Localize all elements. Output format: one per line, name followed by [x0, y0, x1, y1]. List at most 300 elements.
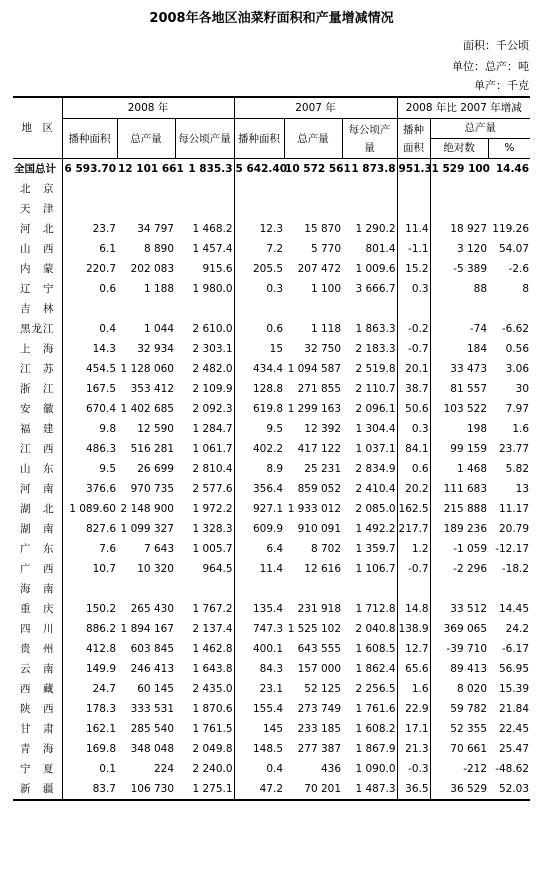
yield-2008-cell: 1 980.0 [192, 283, 233, 295]
output-2007-cell: 231 918 [297, 603, 342, 615]
table-row [13, 379, 530, 399]
output-2008-cell [117, 579, 175, 599]
output-2008-cell: 26 699 [137, 463, 174, 475]
area-change-cell: -0.2 [397, 319, 430, 339]
output-change-pct-cell: 7.97 [505, 403, 530, 415]
region-cell: 北 京 [20, 183, 55, 195]
output-2008-cell: 10 320 [137, 563, 174, 575]
area-2007-header: 播种面积 [234, 119, 284, 159]
table-row [13, 599, 530, 619]
table-row [13, 719, 530, 739]
region-header: 地 区 [13, 97, 62, 159]
region-cell: 重 庆 [20, 603, 55, 615]
area-2008-cell: 150.2 [62, 599, 117, 619]
yield-2008-cell: 1 457.4 [192, 243, 233, 255]
yield-2007-cell: 2 519.8 [355, 363, 396, 375]
output-2008-cell [117, 179, 175, 199]
output-change-pct-cell: 52.03 [488, 779, 530, 800]
yield-2008-cell: 2 482.0 [192, 363, 233, 375]
output-2008-cell: 224 [153, 763, 174, 775]
output-change-abs-cell: 8 020 [430, 679, 488, 699]
output-2008-cell: 12 101 661 [118, 163, 184, 175]
yield-2007-cell: 801.4 [365, 243, 396, 255]
output-change-pct-cell: -18.2 [501, 563, 530, 575]
yield-2007-cell: 2 256.5 [355, 683, 396, 695]
yield-2007-cell: 2 040.8 [355, 623, 396, 635]
region-cell: 江 西 [20, 443, 55, 455]
table-row [13, 519, 530, 539]
yield-2007-cell: 1 492.2 [355, 523, 396, 535]
table-row [13, 499, 530, 519]
output-2007-cell [284, 199, 342, 219]
yield-2007-cell: 1 608.2 [355, 723, 396, 735]
area-2007-cell: 402.2 [234, 439, 284, 459]
table-row [13, 219, 530, 239]
yield-2008-cell: 2 109.9 [192, 383, 233, 395]
table-row [13, 399, 530, 419]
table-row [13, 459, 530, 479]
output-change-abs-cell: -5 389 [430, 259, 488, 279]
area-2007-cell: 128.8 [234, 379, 284, 399]
yield-2008-cell: 964.5 [202, 563, 233, 575]
output-2007-cell: 910 091 [297, 523, 342, 535]
region-cell: 山 西 [20, 243, 55, 255]
area-2007-cell: 155.4 [234, 699, 284, 719]
area-change-header: 播种面积 [397, 119, 430, 159]
area-2008-cell: 0.4 [62, 319, 117, 339]
area-2008-header: 播种面积 [62, 119, 117, 159]
yield-2008-cell: 1 972.2 [192, 503, 233, 515]
yield-2008-cell: 2 092.3 [192, 403, 233, 415]
output-2007-cell: 5 770 [310, 243, 342, 255]
output-change-pct-cell: 13 [515, 483, 530, 495]
output-change-abs-cell: 369 065 [430, 619, 488, 639]
yield-2007-cell: 1 290.2 [355, 223, 396, 235]
yield-2007-cell: 1 106.7 [355, 563, 396, 575]
table-row [13, 279, 530, 299]
output-change-pct-cell: 30 [515, 383, 530, 395]
region-cell: 青 海 [20, 743, 55, 755]
area-2008-cell: 178.3 [62, 699, 117, 719]
area-change-cell: 0.3 [397, 279, 430, 299]
area-2008-cell: 1 089.60 [62, 499, 117, 519]
yield-2008-cell: 1 835.3 [188, 163, 233, 175]
output-change-header [430, 119, 530, 159]
region-cell: 河 北 [20, 223, 55, 235]
table-row [13, 579, 530, 599]
yield-2008-cell [175, 299, 234, 319]
area-change-cell: 84.1 [397, 439, 430, 459]
output-change-abs-cell: 81 557 [430, 379, 488, 399]
yield-2007-cell [342, 179, 397, 199]
area-2008-cell: 162.1 [62, 719, 117, 739]
area-2007-cell: 619.8 [234, 399, 284, 419]
output-change-pct-cell [488, 179, 530, 199]
table-row [13, 759, 530, 779]
output-2008-cell: 106 730 [117, 779, 175, 800]
output-change-title: 总产量 [431, 119, 531, 139]
area-2007-cell: 205.5 [234, 259, 284, 279]
output-change-pct-cell: 5.82 [505, 463, 530, 475]
output-2007-cell: 207 472 [297, 263, 342, 275]
area-2008-cell: 83.7 [62, 779, 117, 800]
yield-2007-cell: 2 085.0 [355, 503, 396, 515]
output-change-abs-cell: 215 888 [430, 499, 488, 519]
table-row [13, 259, 530, 279]
area-change-cell: 11.4 [397, 219, 430, 239]
table-row [13, 679, 530, 699]
output-change-pct-cell: 15.39 [498, 683, 530, 695]
area-2008-cell [62, 179, 117, 199]
yield-2008-cell [175, 579, 234, 599]
region-cell: 海 南 [20, 583, 55, 595]
output-change-pct-cell [488, 299, 530, 319]
yield-2008-cell: 1 328.3 [192, 523, 233, 535]
output-2008-cell: 2 148 900 [120, 503, 174, 515]
output-2008-cell: 12 590 [137, 423, 174, 435]
total-row [13, 159, 530, 180]
area-2008-cell: 9.8 [62, 419, 117, 439]
table-row [13, 639, 530, 659]
area-2007-cell: 9.5 [234, 419, 284, 439]
output-change-pct-cell: -2.6 [508, 263, 530, 275]
table-row [13, 739, 530, 759]
output-unit-note: 单位：总产：吨 [452, 60, 529, 73]
table-row [13, 339, 530, 359]
output-2007-cell: 643 555 [297, 643, 342, 655]
output-2007-cell: 1 100 [310, 283, 342, 295]
region-cell: 吉 林 [20, 303, 55, 315]
yield-2007-header: 每公顷产量 [342, 119, 397, 159]
region-cell: 内 蒙 [20, 263, 55, 275]
yield-2008-cell: 1 462.8 [192, 643, 233, 655]
area-2007-cell [234, 199, 284, 219]
table-row [13, 359, 530, 379]
output-2007-cell: 15 870 [304, 223, 342, 235]
yield-2008-cell: 2 810.4 [192, 463, 233, 475]
area-change-cell: 20.2 [397, 479, 430, 499]
output-2007-cell: 8 702 [310, 543, 342, 555]
output-change-pct-cell: -48.62 [495, 763, 530, 775]
area-2007-cell: 6.4 [234, 539, 284, 559]
yield-2007-cell: 1 009.6 [355, 263, 396, 275]
region-cell: 河 南 [20, 483, 55, 495]
output-2007-cell: 1 933 012 [287, 503, 342, 515]
area-2007-cell: 11.4 [234, 559, 284, 579]
area-2008-cell: 376.6 [62, 479, 117, 499]
region-cell: 黑龙江 [20, 323, 55, 335]
yield-2007-cell [342, 299, 397, 319]
region-cell: 广 西 [20, 563, 55, 575]
area-2008-cell: 454.5 [62, 359, 117, 379]
area-2008-cell: 6.1 [62, 239, 117, 259]
region-cell: 山 东 [20, 463, 55, 475]
area-change-cell: 20.1 [397, 359, 430, 379]
area-2007-cell: 145 [234, 719, 284, 739]
area-change-cell: -0.3 [397, 759, 430, 779]
area-change-cell [397, 579, 430, 599]
output-change-pct-cell [488, 579, 530, 599]
area-change-cell: 17.1 [397, 719, 430, 739]
yield-2007-cell: 1 873.8 [351, 163, 396, 175]
yield-2007-cell: 1 862.4 [355, 663, 396, 675]
table-row [13, 319, 530, 339]
output-2007-cell: 1 299 163 [287, 403, 342, 415]
output-2008-cell: 32 934 [137, 343, 174, 355]
area-2008-cell: 670.4 [62, 399, 117, 419]
area-2008-cell: 0.6 [62, 279, 117, 299]
output-change-pct-cell: 56.95 [498, 663, 530, 675]
yield-2007-cell [342, 199, 397, 219]
output-2007-cell: 1 525 102 [287, 623, 342, 635]
output-2008-cell: 8 890 [143, 243, 174, 255]
output-2008-cell: 1 402 685 [120, 403, 174, 415]
output-2008-cell: 1 044 [143, 323, 174, 335]
area-2007-cell: 47.2 [234, 779, 284, 800]
output-change-abs-cell: 52 355 [430, 719, 488, 739]
region-cell: 西 藏 [20, 683, 55, 695]
output-2007-cell: 417 122 [297, 443, 342, 455]
output-2007-cell [284, 299, 342, 319]
yield-2007-cell: 1 304.4 [355, 423, 396, 435]
area-change-cell: 50.6 [397, 399, 430, 419]
output-change-pct-cell: -6.17 [501, 643, 530, 655]
output-2007-cell: 32 750 [304, 343, 342, 355]
output-2007-cell: 12 616 [304, 563, 342, 575]
output-change-abs-cell: 18 927 [430, 219, 488, 239]
region-cell: 湖 南 [20, 523, 55, 535]
yield-2007-cell: 1 867.9 [355, 743, 396, 755]
yield-2008-cell: 1 761.5 [192, 723, 233, 735]
region-cell: 安 徽 [20, 403, 55, 415]
table-row [13, 559, 530, 579]
year-2008-header: 2008 年 [62, 97, 234, 119]
region-cell: 贵 州 [20, 643, 55, 655]
yield-2007-cell: 2 110.7 [355, 383, 396, 395]
output-change-pct-cell [488, 199, 530, 219]
output-change-abs-cell: 198 [430, 419, 488, 439]
area-change-cell: 38.7 [397, 379, 430, 399]
output-2008-cell: 285 540 [130, 723, 174, 735]
output-2007-cell: 1 094 587 [287, 363, 342, 375]
output-2008-cell: 265 430 [130, 603, 174, 615]
area-2008-cell [62, 299, 117, 319]
yield-2007-cell: 1 090.0 [355, 763, 396, 775]
output-2008-cell: 970 735 [130, 483, 174, 495]
yield-2008-cell: 1 643.8 [192, 663, 233, 675]
output-change-pct-cell: 21.84 [498, 703, 530, 715]
yield-2007-cell: 2 410.4 [355, 483, 396, 495]
output-change-pct-cell: -12.17 [495, 543, 530, 555]
yield-2007-cell: 1 487.3 [342, 779, 397, 800]
output-2008-header: 总产量 [117, 119, 175, 159]
yield-2008-cell: 1 870.6 [192, 703, 233, 715]
area-change-cell: 217.7 [397, 519, 430, 539]
output-change-abs-cell: -39 710 [430, 639, 488, 659]
output-change-pct-cell: 1.6 [512, 423, 530, 435]
area-2007-cell: 747.3 [234, 619, 284, 639]
yield-2008-cell [175, 179, 234, 199]
area-2007-cell [234, 179, 284, 199]
area-change-cell: 1.6 [397, 679, 430, 699]
output-2008-cell [117, 199, 175, 219]
output-change-abs-cell: 70 661 [430, 739, 488, 759]
yield-2008-cell: 1 468.2 [192, 223, 233, 235]
area-2007-cell: 0.4 [234, 759, 284, 779]
output-2007-cell: 10 572 561 [285, 163, 351, 175]
rapeseed-table [13, 96, 530, 801]
region-cell: 陕 西 [20, 703, 55, 715]
output-change-abs-cell: 59 782 [430, 699, 488, 719]
table-body [13, 159, 530, 801]
yield-2008-cell: 2 240.0 [192, 763, 233, 775]
yield-2007-cell: 2 834.9 [355, 463, 396, 475]
output-change-pct-cell: 22.45 [498, 723, 530, 735]
output-change-abs-cell: 103 522 [430, 399, 488, 419]
area-2008-cell: 167.5 [62, 379, 117, 399]
output-change-pct-cell: 8 [522, 283, 530, 295]
area-2007-cell [234, 579, 284, 599]
region-cell: 浙 江 [20, 383, 55, 395]
area-2008-cell: 14.3 [62, 339, 117, 359]
yield-2008-cell: 2 049.8 [192, 743, 233, 755]
area-2007-cell: 12.3 [234, 219, 284, 239]
area-2007-cell: 434.4 [234, 359, 284, 379]
area-2008-cell: 827.6 [62, 519, 117, 539]
table-row [13, 419, 530, 439]
output-change-abs-cell [430, 579, 488, 599]
yield-2007-cell [342, 579, 397, 599]
output-change-abs-cell [430, 179, 488, 199]
area-change-cell: 12.7 [397, 639, 430, 659]
yield-2008-cell: 1 284.7 [192, 423, 233, 435]
output-2008-cell: 1 894 167 [120, 623, 174, 635]
region-cell: 辽 宁 [20, 283, 55, 295]
area-change-cell: 951.3 [397, 159, 430, 180]
area-2008-cell: 0.1 [62, 759, 117, 779]
yield-unit-note: 单产：千克 [474, 79, 529, 92]
region-cell: 广 东 [20, 543, 55, 555]
output-change-abs-cell: -2 296 [430, 559, 488, 579]
output-change-abs-cell: 184 [430, 339, 488, 359]
output-2008-cell: 603 845 [130, 643, 174, 655]
area-2007-cell: 7.2 [234, 239, 284, 259]
output-2008-cell: 246 413 [130, 663, 174, 675]
area-2008-cell: 9.5 [62, 459, 117, 479]
area-change-cell: 65.6 [397, 659, 430, 679]
output-change-pct-cell: 3.06 [505, 363, 530, 375]
area-2007-cell: 15 [234, 339, 284, 359]
area-2007-cell: 23.1 [234, 679, 284, 699]
area-2007-cell: 84.3 [234, 659, 284, 679]
area-2007-cell: 0.6 [234, 319, 284, 339]
region-cell: 云 南 [20, 663, 55, 675]
table-row [13, 199, 530, 219]
output-2007-cell [284, 179, 342, 199]
output-change-pct-cell: 119.26 [492, 223, 530, 235]
output-2008-cell: 202 083 [130, 263, 174, 275]
output-2007-cell: 25 231 [304, 463, 342, 475]
region-cell: 甘 肃 [20, 723, 55, 735]
area-change-cell: 0.6 [397, 459, 430, 479]
area-2008-cell [62, 579, 117, 599]
yield-2008-cell: 2 610.0 [192, 323, 233, 335]
table-row [13, 659, 530, 679]
yield-2008-cell: 1 061.7 [192, 443, 233, 455]
output-2008-cell: 1 099 327 [120, 523, 174, 535]
output-2007-cell: 1 118 [310, 323, 342, 335]
area-2008-cell: 24.7 [62, 679, 117, 699]
area-change-cell: 138.9 [397, 619, 430, 639]
output-change-abs-cell: -1 059 [430, 539, 488, 559]
output-2007-cell [284, 579, 342, 599]
region-cell: 宁 夏 [20, 763, 55, 775]
table-row [13, 539, 530, 559]
area-change-cell: 22.9 [397, 699, 430, 719]
output-2008-cell: 1 128 060 [120, 363, 174, 375]
abs-header: 绝对数 [431, 139, 489, 158]
output-2008-cell: 7 643 [143, 543, 174, 555]
output-change-abs-cell: 89 413 [430, 659, 488, 679]
output-change-abs-cell: 99 159 [430, 439, 488, 459]
yield-2007-cell: 3 666.7 [355, 283, 396, 295]
region-cell: 江 苏 [20, 363, 55, 375]
yield-2008-cell: 2 137.4 [192, 623, 233, 635]
output-2007-cell: 271 855 [297, 383, 342, 395]
output-change-pct-cell: 54.07 [498, 243, 530, 255]
area-change-cell [397, 299, 430, 319]
yield-2007-cell: 1 608.5 [355, 643, 396, 655]
output-2007-cell: 277 387 [297, 743, 342, 755]
output-2007-cell: 273 749 [297, 703, 342, 715]
yield-2007-cell: 1 863.3 [355, 323, 396, 335]
area-2007-cell: 356.4 [234, 479, 284, 499]
output-2008-cell: 60 145 [137, 683, 174, 695]
output-change-abs-cell: -74 [430, 319, 488, 339]
area-2007-cell: 609.9 [234, 519, 284, 539]
output-2007-header: 总产量 [284, 119, 342, 159]
area-2007-cell: 0.3 [234, 279, 284, 299]
yield-2008-cell: 2 435.0 [192, 683, 233, 695]
output-2008-cell: 1 188 [143, 283, 174, 295]
output-change-abs-cell: 3 120 [430, 239, 488, 259]
area-change-cell [397, 199, 430, 219]
output-change-abs-cell: 33 473 [430, 359, 488, 379]
change-header: 2008 年比 2007 年增减 [397, 97, 530, 119]
output-2007-cell: 436 [320, 763, 342, 775]
table-row [13, 179, 530, 199]
yield-2008-cell: 915.6 [202, 263, 233, 275]
area-2008-cell [62, 199, 117, 219]
output-change-pct-cell: 0.56 [505, 343, 530, 355]
region-cell: 四 川 [20, 623, 55, 635]
region-cell: 天 津 [20, 203, 55, 215]
output-change-abs-cell: -212 [430, 759, 488, 779]
area-2007-cell: 148.5 [234, 739, 284, 759]
area-2008-cell: 886.2 [62, 619, 117, 639]
page-title: 2008年各地区油菜籽面积和产量增减情况 [149, 11, 394, 26]
output-change-abs-cell: 88 [430, 279, 488, 299]
region-cell: 全国总计 [14, 163, 56, 175]
output-2007-cell: 70 201 [284, 779, 342, 800]
area-change-cell: 21.3 [397, 739, 430, 759]
yield-2007-cell: 1 761.6 [355, 703, 396, 715]
area-2008-cell: 149.9 [62, 659, 117, 679]
output-change-pct-cell: 14.45 [498, 603, 530, 615]
output-change-pct-cell: 25.47 [498, 743, 530, 755]
yield-2008-cell: 1 767.2 [192, 603, 233, 615]
output-change-abs-cell: 1 468 [430, 459, 488, 479]
